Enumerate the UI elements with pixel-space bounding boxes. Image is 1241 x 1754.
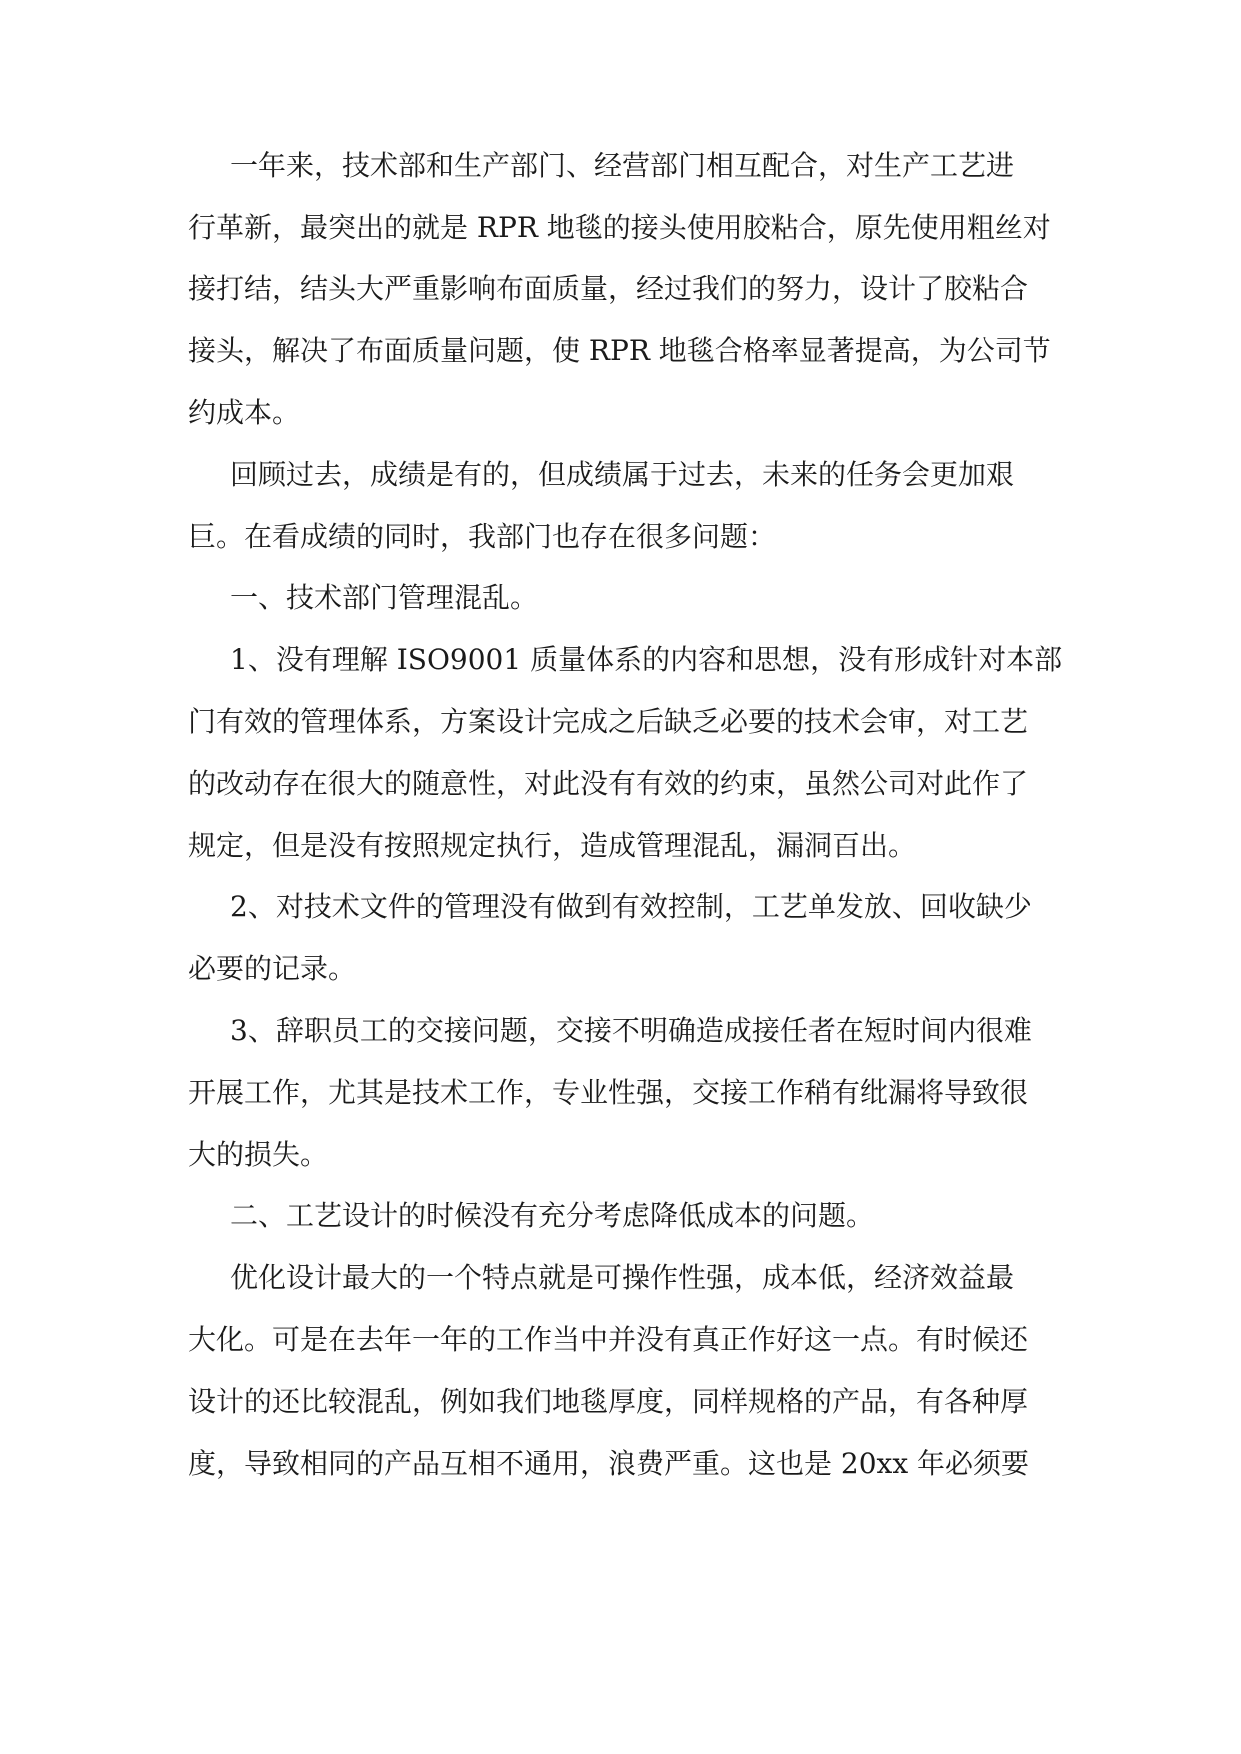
text-line: 设计的还比较混乱，例如我们地毯厚度，同样规格的产品，有各种厚 <box>188 1385 1029 1418</box>
text-line: 大的损失。 <box>188 1138 329 1171</box>
section-heading: 二、工艺设计的时候没有充分考虑降低成本的问题。 <box>230 1199 875 1232</box>
text-line: 门有效的管理体系，方案设计完成之后缺乏必要的技术会审，对工艺 <box>188 705 1029 738</box>
text-line: 优化设计最大的一个特点就是可操作性强，成本低，经济效益最 <box>230 1261 1015 1294</box>
text-line: 1、没有理解 ISO9001 质量体系的内容和思想，没有形成针对本部 <box>230 643 1063 676</box>
text-line: 开展工作，尤其是技术工作，专业性强，交接工作稍有纰漏将导致很 <box>188 1076 1029 1109</box>
text-line: 接打结，结头大严重影响布面质量，经过我们的努力，设计了胶粘合 <box>188 272 1029 305</box>
text-line: 行革新，最突出的就是 RPR 地毯的接头使用胶粘合，原先使用粗丝对 <box>188 211 1051 244</box>
text-line: 度，导致相同的产品互相不通用，浪费严重。这也是 20xx 年必须要 <box>188 1447 1030 1480</box>
text-line: 接头，解决了布面质量问题，使 RPR 地毯合格率显著提高，为公司节 <box>188 334 1051 367</box>
text-line: 2、对技术文件的管理没有做到有效控制，工艺单发放、回收缺少 <box>230 890 1032 923</box>
text-line: 巨。在看成绩的同时，我部门也存在很多问题： <box>188 520 777 553</box>
text-line: 约成本。 <box>188 396 301 429</box>
text-line: 大化。可是在去年一年的工作当中并没有真正作好这一点。有时候还 <box>188 1323 1029 1356</box>
text-line: 回顾过去，成绩是有的，但成绩属于过去，未来的任务会更加艰 <box>230 458 1015 491</box>
text-line: 的改动存在很大的随意性，对此没有有效的约束，虽然公司对此作了 <box>188 767 1029 800</box>
text-line: 一年来，技术部和生产部门、经营部门相互配合，对生产工艺进 <box>230 149 1015 182</box>
text-line: 3、辞职员工的交接问题，交接不明确造成接任者在短时间内很难 <box>230 1014 1032 1047</box>
text-line: 规定，但是没有按照规定执行，造成管理混乱，漏洞百出。 <box>188 829 917 862</box>
text-line: 必要的记录。 <box>188 952 357 985</box>
section-heading: 一、技术部门管理混乱。 <box>230 581 539 614</box>
